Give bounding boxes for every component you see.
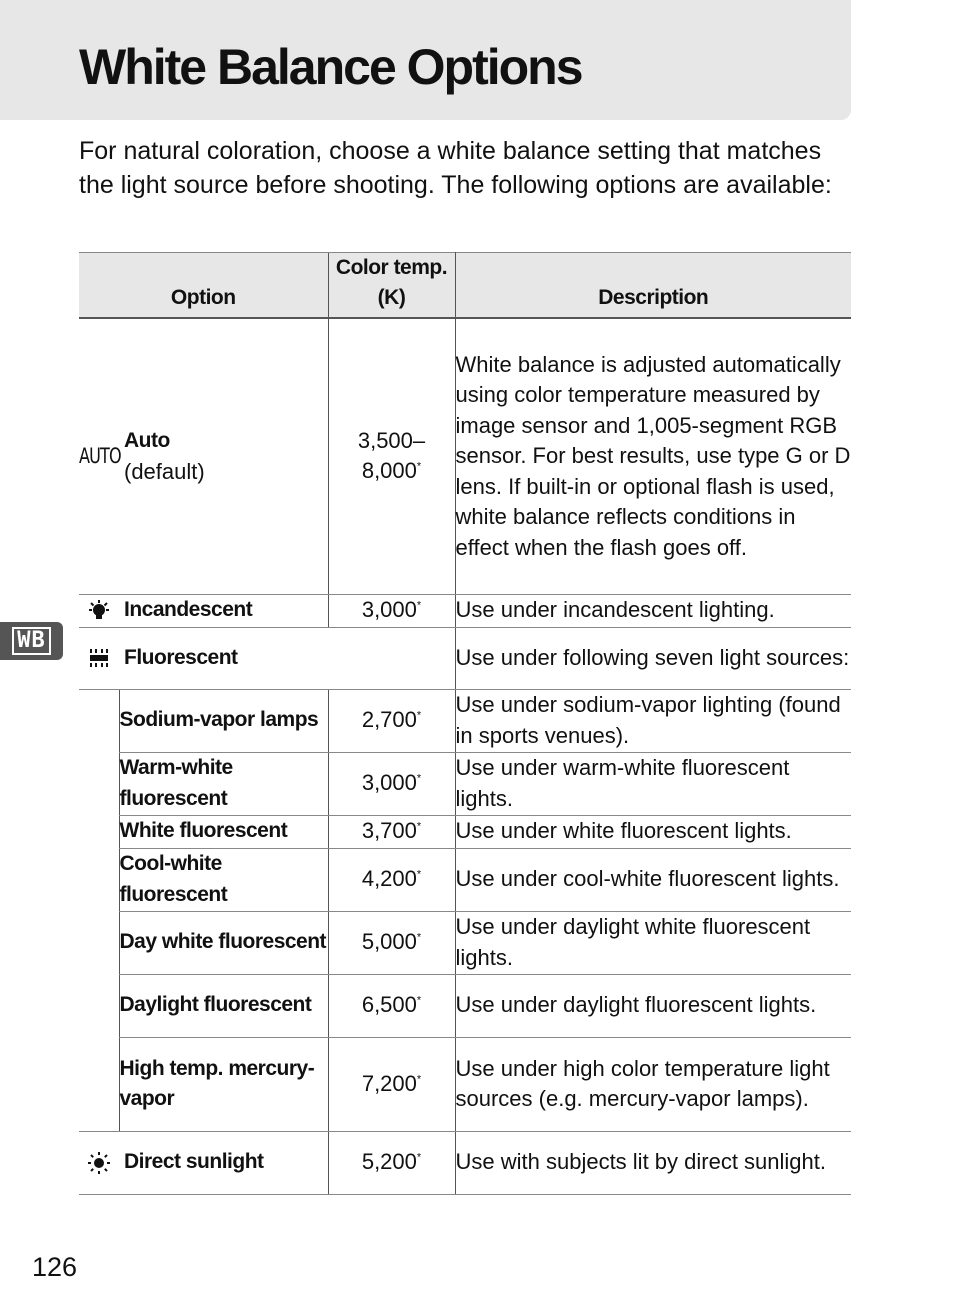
option-cell — [79, 627, 455, 689]
table-header-row — [79, 253, 851, 319]
sub-option-name: Day white fluorescent — [119, 911, 328, 974]
description-cell: Use under high color temperature light sources (e.g. mercury-vapor lamps). — [455, 1037, 851, 1131]
color-temp-value: 3,700 — [361, 818, 417, 844]
intro-paragraph: For natural coloration, choose a white balance setting that matches the light source before shooting. The following options are available: — [79, 137, 832, 199]
color-temp-cell — [328, 318, 455, 594]
auto-icon: AUTO — [79, 444, 121, 468]
footnote-mark: * — [416, 1151, 422, 1164]
description-cell: Use under incandescent lighting. — [455, 594, 851, 627]
incandescent-bulb-icon — [79, 600, 124, 622]
table-row-direct-sunlight — [79, 1131, 851, 1194]
color-temp-cell — [328, 752, 455, 815]
option-cell — [79, 318, 328, 594]
color-temp-value: 2,700 — [361, 707, 417, 733]
color-temp-value: 7,200 — [361, 1070, 417, 1096]
color-temp-cell — [328, 689, 455, 752]
footnote-mark: * — [416, 931, 422, 944]
option-default-note: (default) — [124, 458, 205, 484]
option-name: Direct sunlight — [124, 1150, 264, 1174]
sub-option-name: Cool-white fluorescent — [119, 848, 328, 911]
footnote-mark: * — [416, 460, 422, 473]
footnote-mark: * — [416, 772, 422, 785]
header-option: Option — [79, 253, 328, 319]
description-cell: Use under warm-white fluorescent lights. — [455, 752, 851, 815]
table-row-auto — [79, 318, 851, 594]
table-row-fluorescent — [79, 627, 851, 689]
footnote-mark: * — [416, 994, 422, 1007]
header-color-temp: Color temp. (K) — [328, 253, 455, 319]
header-description: Description — [455, 253, 851, 319]
table-row-white-fluorescent — [79, 815, 851, 848]
color-temp-cell — [328, 1037, 455, 1131]
footnote-mark: * — [416, 599, 422, 612]
white-balance-table — [79, 252, 851, 1195]
option-cell — [79, 594, 328, 627]
description-cell: Use under daylight fluorescent lights. — [455, 974, 851, 1037]
footnote-mark: * — [416, 820, 422, 833]
description-cell: Use with subjects lit by direct sunlight. — [455, 1131, 851, 1194]
sub-option-name: Sodium-vapor lamps — [119, 689, 328, 752]
option-name: Fluorescent — [124, 645, 238, 669]
color-temp-cell — [328, 815, 455, 848]
color-temp-value: 6,500 — [361, 992, 417, 1018]
fluorescent-tube-icon — [79, 647, 124, 669]
table-row-day-white — [79, 911, 851, 974]
sub-option-name: Daylight fluorescent — [119, 974, 328, 1037]
table-row-sodium-vapor — [79, 689, 851, 752]
description-cell: Use under cool-white fluorescent lights. — [455, 848, 851, 911]
wb-icon: WB — [12, 627, 51, 655]
section-tab-wb — [0, 622, 63, 660]
sub-option-name: White fluorescent — [119, 815, 328, 848]
footnote-mark: * — [416, 868, 422, 881]
color-temp-value: 5,000 — [361, 929, 417, 955]
table-row-incandescent — [79, 594, 851, 627]
sub-option-name: Warm-white fluorescent — [119, 752, 328, 815]
table-row-cool-white — [79, 848, 851, 911]
color-temp-value: 5,200 — [361, 1149, 417, 1175]
color-temp-value: 3,000 — [361, 597, 417, 623]
description-cell: Use under following seven light sources: — [455, 627, 851, 689]
color-temp-value: 3,500–8,000 — [357, 427, 426, 484]
page-title: White Balance Options — [79, 39, 582, 95]
description-cell: Use under white fluorescent lights. — [455, 815, 851, 848]
color-temp-cell — [328, 848, 455, 911]
description-cell: Use under daylight white fluorescent lights. — [455, 911, 851, 974]
option-cell — [79, 1131, 328, 1194]
color-temp-value: 3,000 — [361, 770, 417, 796]
option-name: Incandescent — [124, 598, 253, 622]
color-temp-cell — [328, 911, 455, 974]
sun-icon — [79, 1151, 124, 1175]
color-temp-value: 4,200 — [361, 866, 417, 892]
option-name: Auto — [124, 429, 170, 453]
sub-option-name: High temp. mercury-vapor — [119, 1037, 328, 1131]
color-temp-cell — [328, 594, 455, 627]
table-row-warm-white — [79, 752, 851, 815]
footnote-mark: * — [416, 1073, 422, 1086]
color-temp-cell — [328, 1131, 455, 1194]
page-number: 126 — [32, 1252, 78, 1282]
color-temp-cell — [328, 974, 455, 1037]
description-cell: White balance is adjusted automatically using color temperature measured by image sensor and 1,005-segment RGB sensor. For best results, use type G or D lens. If built-in or optional flash is used, white balance reflects conditions in effect when the flash goes off. — [455, 318, 851, 594]
table-row-daylight-fluorescent — [79, 974, 851, 1037]
description-cell: Use under sodium-vapor lighting (found in sports venues). — [455, 689, 851, 752]
table-row-mercury-vapor — [79, 1037, 851, 1131]
footnote-mark: * — [416, 709, 422, 722]
